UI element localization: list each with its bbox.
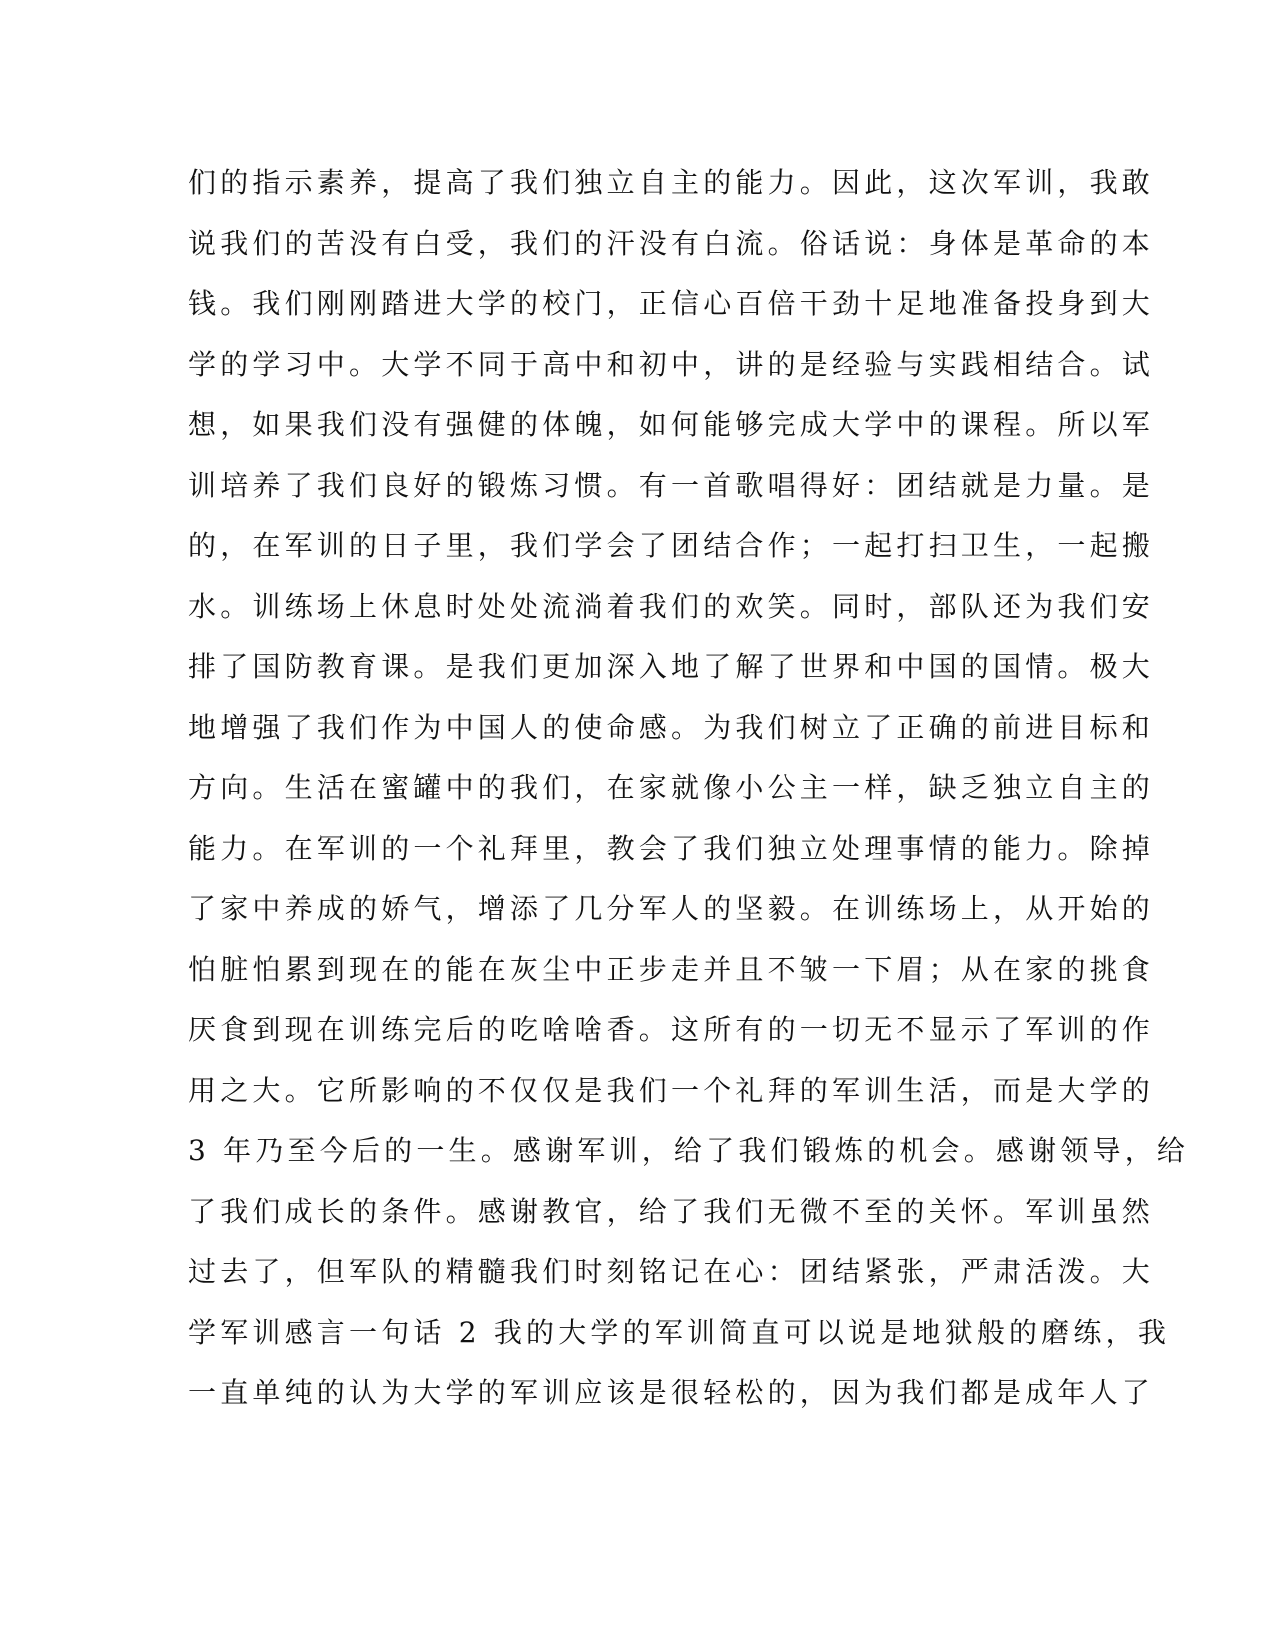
- text-line: 方向。生活在蜜罐中的我们，在家就像小公主一样，缺乏独立自主的: [188, 771, 1155, 804]
- text-line: 3 年乃至今后的一生。感谢军训，给了我们锻炼的机会。感谢领导，给: [188, 1134, 1190, 1167]
- text-line: 学军训感言一句话 2 我的大学的军训简直可以说是地狱般的磨练，我: [188, 1315, 1171, 1349]
- text-line: 过去了，但军队的精髓我们时刻铭记在心：团结紧张，严肃活泼。大: [188, 1255, 1155, 1288]
- text-line: 想，如果我们没有强健的体魄，如何能够完成大学中的课程。所以军: [188, 408, 1155, 441]
- text-line: 怕脏怕累到现在的能在灰尘中正步走并且不皱一下眉；从在家的挑食: [188, 952, 1155, 986]
- text-line: 用之大。它所影响的不仅仅是我们一个礼拜的军训生活，而是大学的: [188, 1073, 1155, 1107]
- text-line: 学的学习中。大学不同于高中和初中，讲的是经验与实践相结合。试: [188, 347, 1155, 381]
- text-line: 地增强了我们作为中国人的使命感。为我们树立了正确的前进目标和: [188, 710, 1155, 744]
- text-line: 排了国防教育课。是我们更加深入地了解了世界和中国的国情。极大: [188, 650, 1155, 683]
- body-text: [188, 153, 1190, 1424]
- text-line: 们的指示素养，提高了我们独立自主的能力。因此，这次军训，我敢: [188, 166, 1155, 199]
- text-line: 水。训练场上休息时处处流淌着我们的欢笑。同时，部队还为我们安: [188, 589, 1155, 623]
- text-line: 训培养了我们良好的锻炼习惯。有一首歌唱得好：团结就是力量。是: [188, 468, 1155, 502]
- text-line: 一直单纯的认为大学的军训应该是很轻松的，因为我们都是成年人了: [188, 1376, 1155, 1409]
- text-line: 了我们成长的条件。感谢教官，给了我们无微不至的关怀。军训虽然: [188, 1194, 1155, 1228]
- text-line: 了家中养成的娇气，增添了几分军人的坚毅。在训练场上，从开始的: [188, 892, 1155, 925]
- text-line: 的，在军训的日子里，我们学会了团结合作；一起打扫卫生，一起搬: [188, 529, 1155, 562]
- text-line: 能力。在军训的一个礼拜里，教会了我们独立处理事情的能力。除掉: [188, 831, 1155, 865]
- text-line: 厌食到现在训练完后的吃啥啥香。这所有的一切无不显示了军训的作: [188, 1013, 1155, 1046]
- text-line: 说我们的苦没有白受，我们的汗没有白流。俗话说：身体是革命的本: [188, 226, 1155, 260]
- text-line: 钱。我们刚刚踏进大学的校门，正信心百倍干劲十足地准备投身到大: [188, 287, 1155, 320]
